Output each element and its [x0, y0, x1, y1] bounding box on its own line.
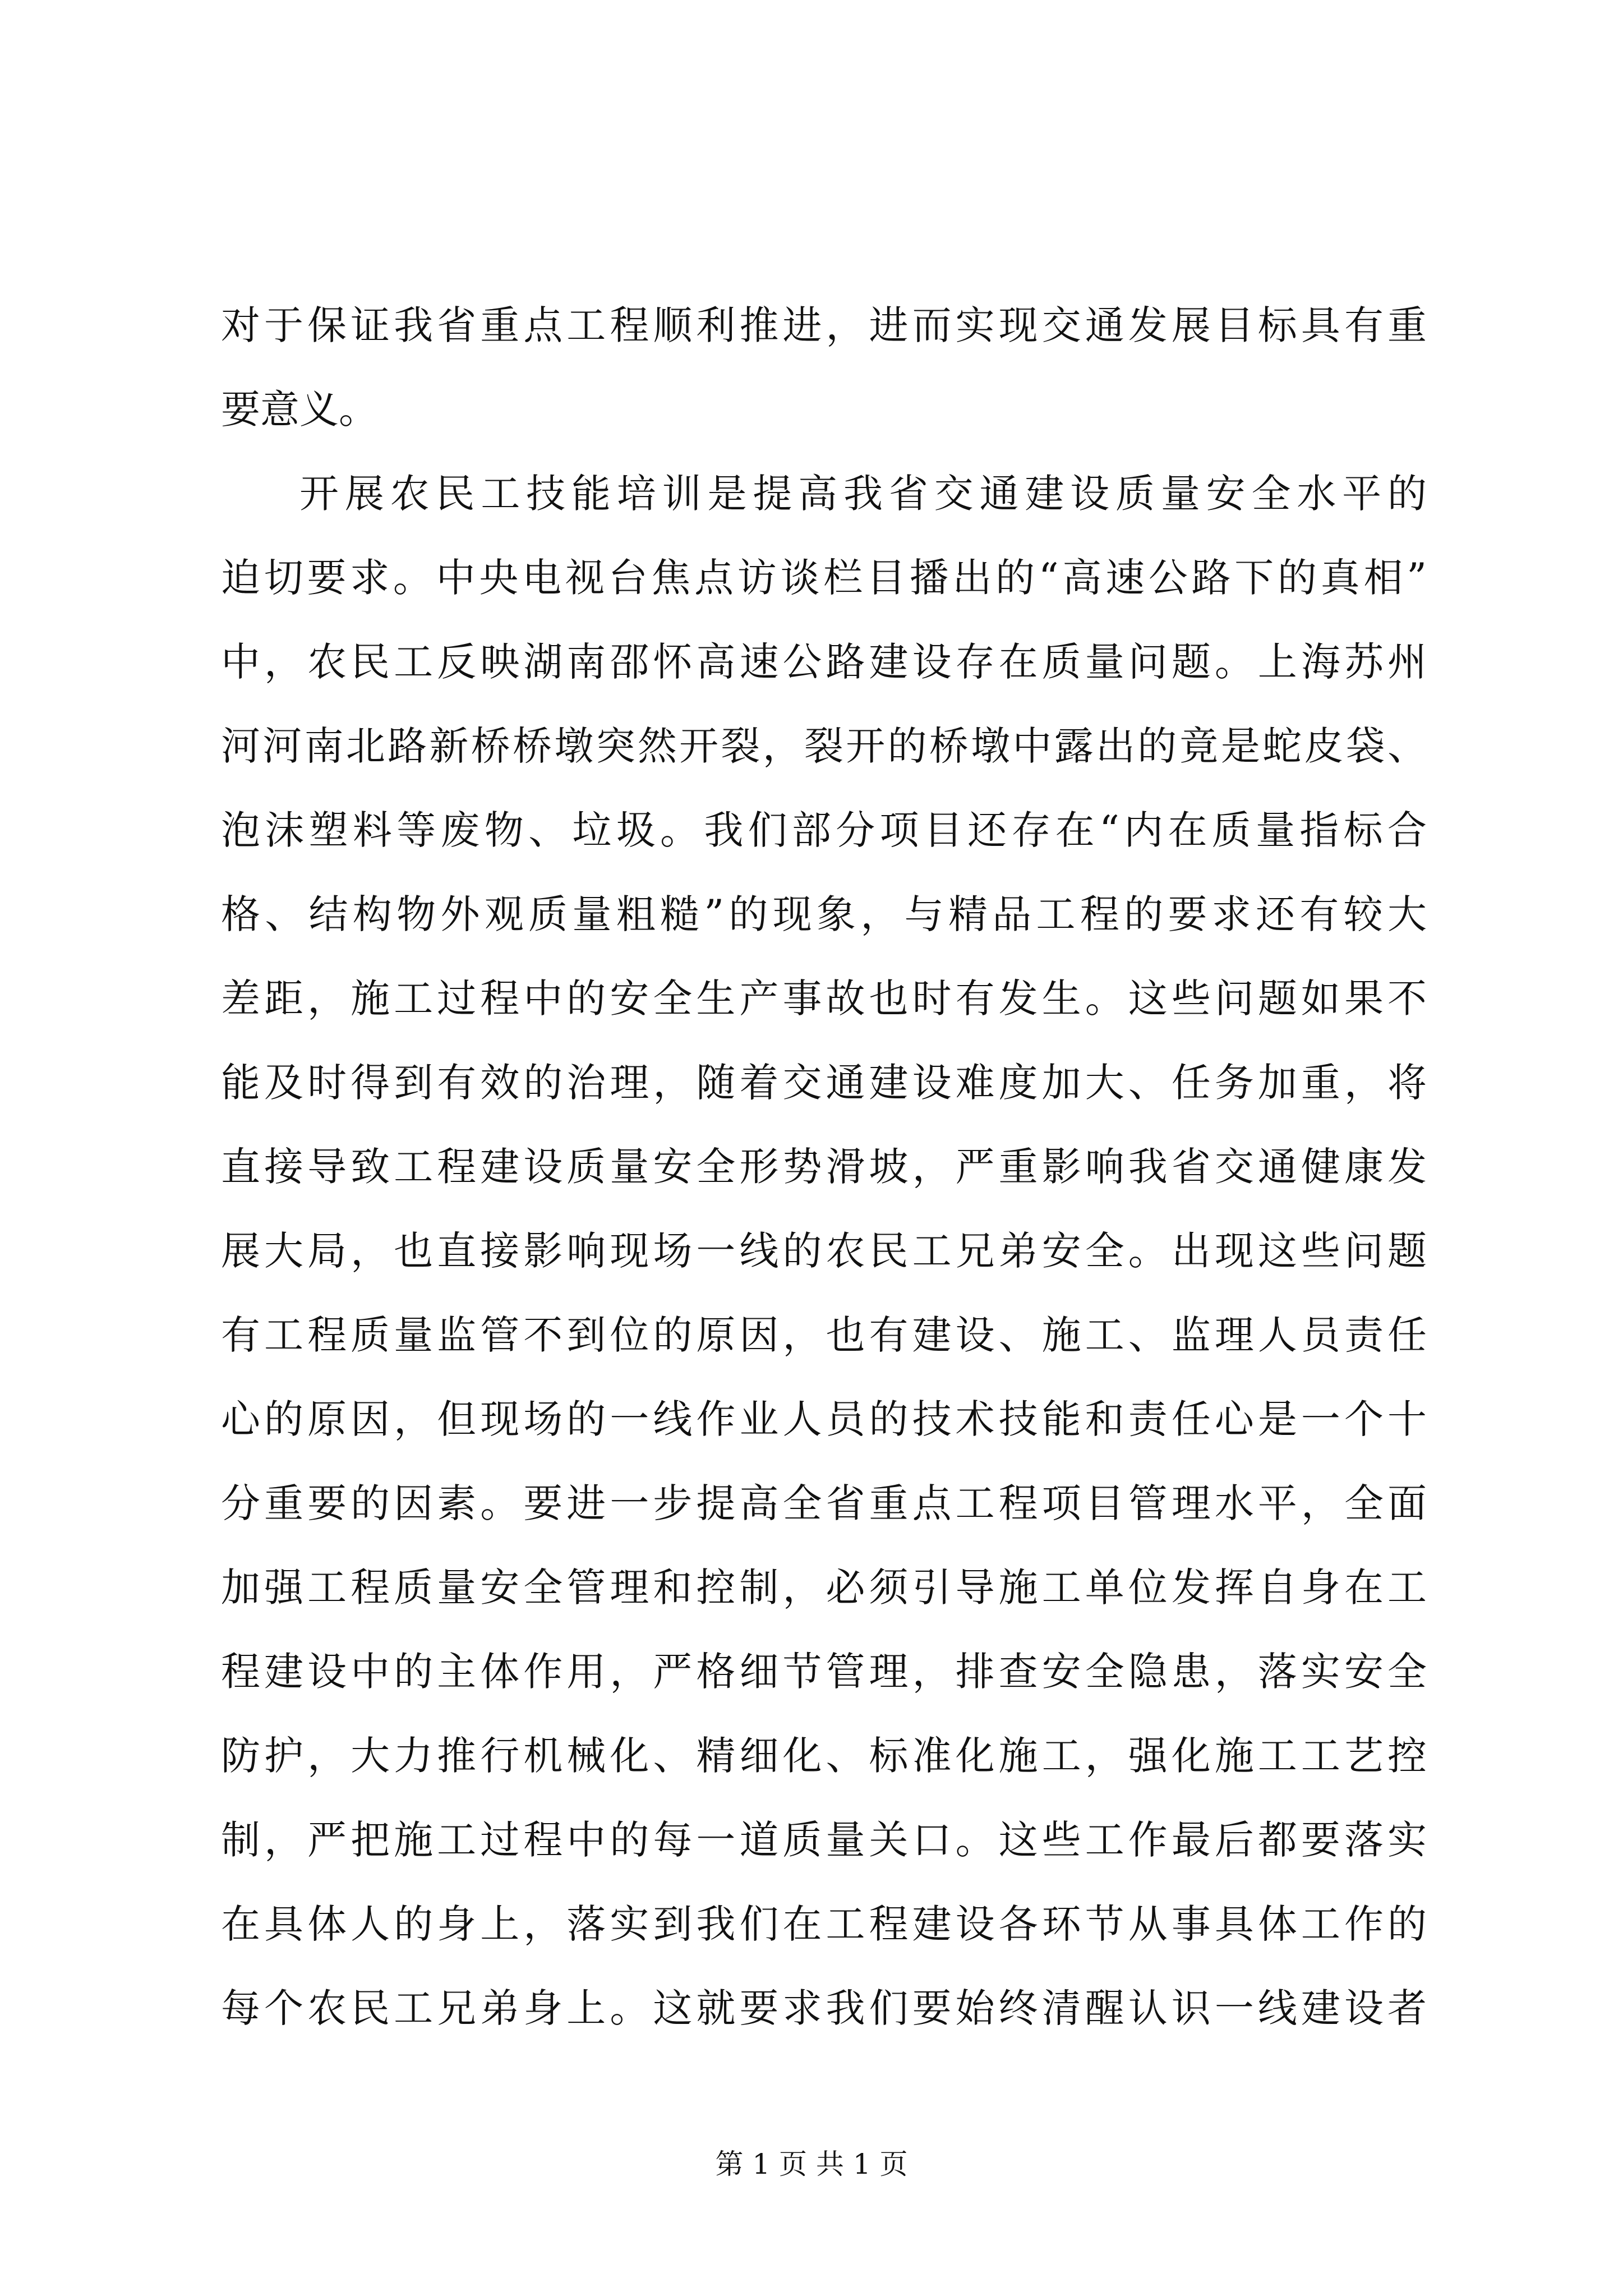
text-line: 程建设中的主体作用，严格细节管理，排查安全隐患，落实安全	[221, 1649, 1427, 1695]
text-line: 加强工程质量安全管理和控制，必须引导施工单位发挥自身在工	[221, 1565, 1427, 1611]
body-text	[221, 283, 1427, 2050]
text-line: 心的原因，但现场的一线作业人员的技术技能和责任心是一个十	[221, 1396, 1427, 1442]
text-line: 每个农民工兄弟身上。这就要求我们要始终清醒认识一线建设者	[221, 1985, 1427, 2031]
text-line: 展大局，也直接影响现场一线的农民工兄弟安全。出现这些问题	[221, 1228, 1427, 1274]
text-line: 制，严把施工过程中的每一道质量关口。这些工作最后都要落实	[221, 1817, 1427, 1863]
text-line: 泡沫塑料等废物、垃圾。我们部分项目还存在“内在质量指标合	[221, 807, 1427, 853]
text-line: 差距，施工过程中的安全生产事故也时有发生。这些问题如果不	[221, 976, 1427, 1022]
text-line: 在具体人的身上，落实到我们在工程建设各环节从事具体工作的	[221, 1901, 1427, 1947]
text-line: 有工程质量监管不到位的原因，也有建设、施工、监理人员责任	[221, 1312, 1427, 1358]
text-line: 河河南北路新桥桥墩突然开裂，裂开的桥墩中露出的竟是蛇皮袋、	[221, 723, 1427, 769]
text-line: 开展农民工技能培训是提高我省交通建设质量安全水平的	[299, 471, 1427, 517]
text-line: 分重要的因素。要进一步提高全省重点工程项目管理水平，全面	[221, 1480, 1427, 1526]
text-line: 对于保证我省重点工程顺利推进，进而实现交通发展目标具有重	[221, 302, 1427, 348]
text-line: 直接导致工程建设质量安全形势滑坡，严重影响我省交通健康发	[221, 1144, 1427, 1190]
text-line: 能及时得到有效的治理，随着交通建设难度加大、任务加重，将	[221, 1060, 1427, 1106]
page-number-label: 第 1 页 共 1 页	[715, 2148, 908, 2180]
text-line: 防护，大力推行机械化、精细化、标准化施工，强化施工工艺控	[221, 1733, 1427, 1779]
text-line: 中，农民工反映湖南邵怀高速公路建设存在质量问题。上海苏州	[221, 639, 1427, 685]
text-line: 格、结构物外观质量粗糙”的现象，与精品工程的要求还有较大	[221, 891, 1427, 937]
text-line: 要意义。	[221, 386, 378, 432]
text-line: 迫切要求。中央电视台焦点访谈栏目播出的“高速公路下的真相”	[221, 555, 1427, 601]
page-footer	[0, 2142, 1623, 2182]
